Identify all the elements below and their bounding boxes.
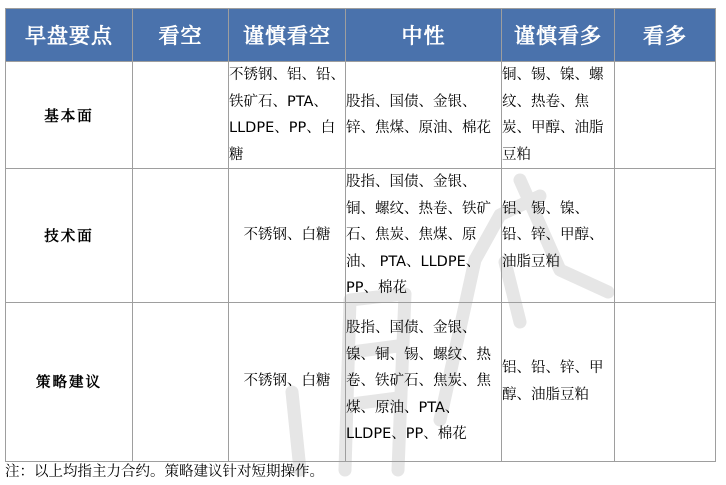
cell-bullish [615, 169, 716, 303]
table-row-technicals [6, 169, 716, 303]
cell-neutral: 股指、国债、金银、镍、铜、锡、螺纹、热卷、铁矿石、焦炭、焦煤、原油、PTA、LLDPE、PP、棉花 [346, 302, 502, 461]
header-cautious-bearish: 谨慎看空 [229, 9, 346, 62]
cell-cautious-bearish: 不锈钢、白糖 [229, 302, 346, 461]
cell-bullish [615, 302, 716, 461]
cell-neutral: 股指、国债、金银、锌、焦煤、原油、棉花 [346, 62, 502, 169]
header-bullish: 看多 [615, 9, 716, 62]
header-bearish: 看空 [133, 9, 229, 62]
row-label-strategy: 策略建议 [6, 302, 133, 461]
footnote: 注：以上均指主力合约。策略建议针对短期操作。 [5, 464, 324, 480]
cell-neutral: 股指、国债、金银、铜、螺纹、热卷、铁矿石、焦炭、焦煤、原油、 PTA、LLDPE、PP、棉花 [346, 169, 502, 303]
cell-bearish [133, 169, 229, 303]
cell-bearish [133, 302, 229, 461]
cell-cautious-bullish: 铜、锡、镍、螺纹、热卷、焦炭、甲醇、油脂豆粕 [502, 62, 615, 169]
table-row-strategy [6, 302, 716, 461]
header-morning-points: 早盘要点 [6, 9, 133, 62]
cell-bearish [133, 62, 229, 169]
market-view-table [5, 8, 716, 462]
header-row [6, 9, 716, 62]
row-label-fundamentals: 基本面 [6, 62, 133, 169]
header-cautious-bullish: 谨慎看多 [502, 9, 615, 62]
cell-cautious-bullish: 铝、铅、锌、甲醇、油脂豆粕 [502, 302, 615, 461]
header-neutral: 中性 [346, 9, 502, 62]
cell-cautious-bearish: 不锈钢、白糖 [229, 169, 346, 303]
row-label-technicals: 技术面 [6, 169, 133, 303]
table-row-fundamentals [6, 62, 716, 169]
cell-cautious-bearish: 不锈钢、铝、铅、铁矿石、PTA、LLDPE、PP、白糖 [229, 62, 346, 169]
cell-bullish [615, 62, 716, 169]
cell-cautious-bullish: 铝、锡、镍、铅、锌、甲醇、油脂豆粕 [502, 169, 615, 303]
